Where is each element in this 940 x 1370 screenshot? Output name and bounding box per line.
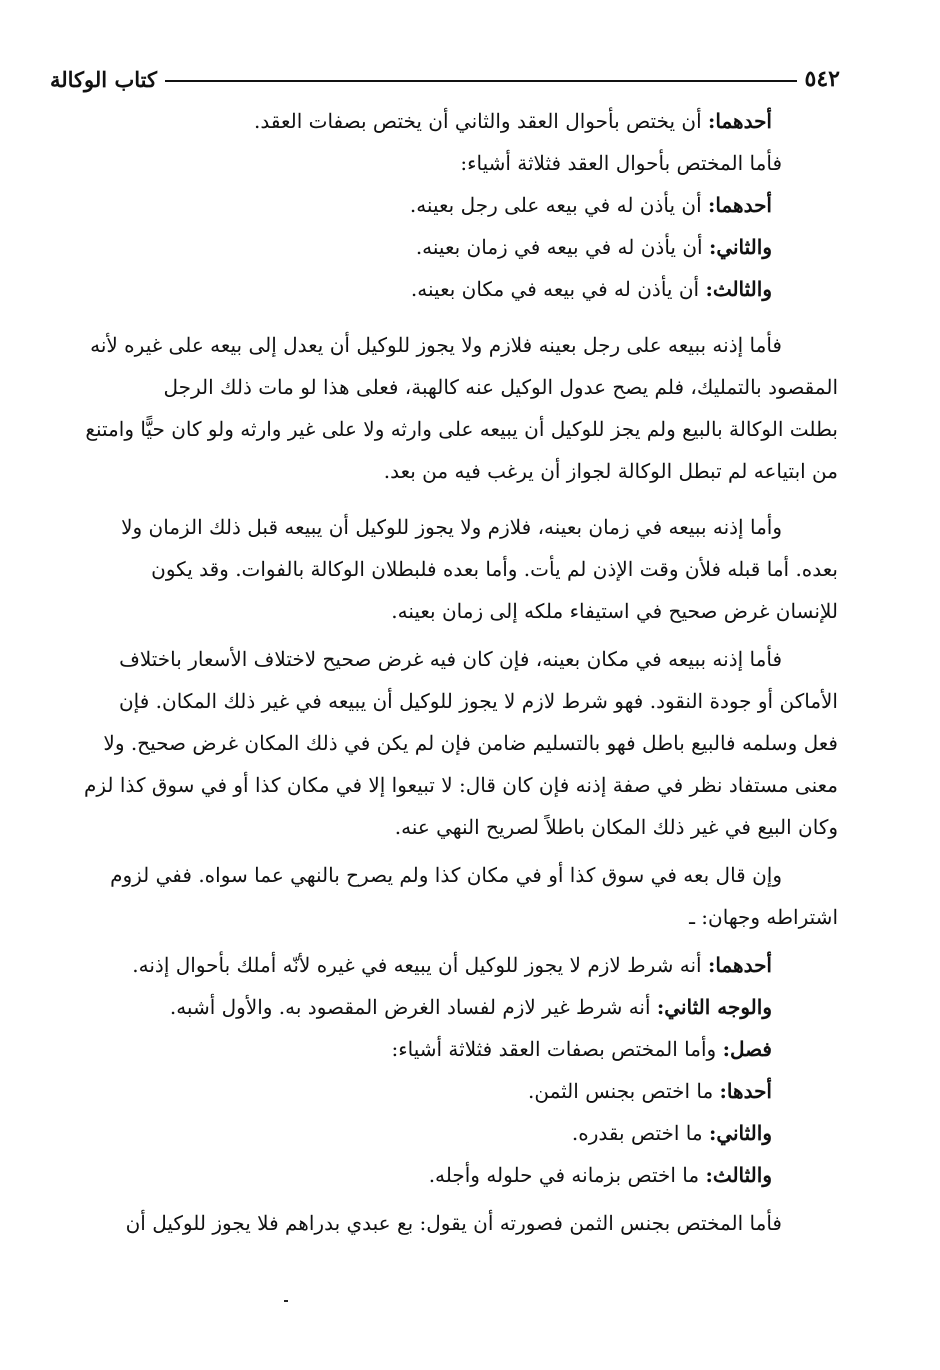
body-text: ما اختص بزمانه في حلوله وأجله. <box>428 1163 706 1187</box>
header-rule <box>165 80 797 82</box>
body-text: أن يختص بأحوال العقد والثاني أن يختص بصفات العقد. <box>254 109 708 133</box>
body-text: أن يأذن له في بيعه في زمان بعينه. <box>415 235 709 259</box>
body-text: وأما المختص بصفات العقد فثلاثة أشياء: <box>391 1037 723 1061</box>
paragraph <box>72 506 838 632</box>
term-label: أحدهما: <box>707 109 772 133</box>
body-text: أنه شرط غير لازم لفساد الغرض المقصود به. والأول أشبه. <box>169 995 657 1019</box>
term-label: والثالث: <box>705 1163 772 1187</box>
term-label: أحدهما: <box>707 193 772 217</box>
body-line <box>72 1070 838 1112</box>
body-line <box>72 1028 838 1070</box>
body-line <box>72 142 838 184</box>
term-label: والثاني: <box>708 1121 772 1145</box>
body-text: ما اختص بقدره. <box>571 1121 709 1145</box>
body-text: أن يأذن له في بيعه على رجل بعينه. <box>409 193 708 217</box>
term-label: والثالث: <box>705 277 772 301</box>
body-line: الأماكن أو جودة النقود. فهو شرط لازم لا يجوز للوكيل أن يبيعه في غير ذلك المكان. فإن <box>118 689 838 713</box>
body-text: فأما المختص بأحوال العقد فثلاثة أشياء: <box>460 151 782 175</box>
catchword-mark <box>284 1300 288 1302</box>
body-line <box>72 1154 838 1196</box>
body-line <box>72 1112 838 1154</box>
body-line <box>72 184 838 226</box>
body-line <box>72 100 838 142</box>
body-line: من ابتياعه لم تبطل الوكالة لجواز أن يرغب فيه من بعد. <box>383 459 838 483</box>
body-line: اشتراطه وجهان: ـ <box>689 905 838 929</box>
running-header <box>50 56 840 92</box>
page-body <box>72 100 838 1244</box>
paragraph <box>72 638 838 848</box>
body-line: معنى مستفاد نظر في صفة إذنه فإن كان قال: لا تبيعوا إلا في مكان كذا أو في سوق كذا لزم <box>84 773 838 797</box>
term-label: أحدها: <box>719 1079 772 1103</box>
body-text: أنه شرط لازم لا يجوز للوكيل أن يبيعه في غيره لأنّه أملك بأحوال إذنه. <box>132 953 708 977</box>
body-line: فأما المختص بجنس الثمن فصورته أن يقول: بع عبدي بدراهم فلا يجوز للوكيل أن <box>125 1211 782 1235</box>
paragraph <box>72 1202 838 1244</box>
body-line: وكان البيع في غير ذلك المكان باطلاً لصريح النهي عنه. <box>394 815 838 839</box>
body-line: فأما إذنه ببيعه في مكان بعينه، فإن كان فيه غرض صحيح لاختلاف الأسعار باختلاف <box>119 647 782 671</box>
body-line: وإن قال بعه في سوق كذا أو في مكان كذا ولم يصرح بالنهي عما سواه. ففي لزوم <box>110 863 782 887</box>
body-text: ما اختص بجنس الثمن. <box>528 1079 720 1103</box>
body-line: المقصود بالتمليك، فلم يصح عدول الوكيل عنه كالهبة، فعلى هذا لو مات ذلك الرجل <box>163 375 838 399</box>
term-label: والثاني: <box>708 235 772 259</box>
paragraph <box>72 944 838 1196</box>
body-line: للإنسان غرض صحيح في استيفاء ملكه إلى زمان بعينه. <box>391 599 838 623</box>
section-label: فصل: <box>722 1037 772 1061</box>
paragraph <box>72 854 838 938</box>
body-line <box>72 986 838 1028</box>
body-line <box>72 944 838 986</box>
body-line: بعده. أما قبله فلأن وقت الإذن لم يأت. وأما بعده فلبطلان الوكالة بالفوات. وقد يكون <box>151 557 838 581</box>
page-number: ٥٤٢ <box>804 66 840 92</box>
book-title: كتاب الوكالة <box>50 67 157 92</box>
body-line: وأما إذنه ببيعه في زمان بعينه، فلازم ولا يجوز للوكيل أن يبيعه قبل ذلك الزمان ولا <box>121 515 782 539</box>
body-line: فعل وسلمه فالبيع باطل فهو بالتسليم ضامن فإن لم يكن في ذلك المكان غرض صحيح. ولا <box>103 731 838 755</box>
paragraph <box>72 324 838 492</box>
term-label: أحدهما: <box>707 953 772 977</box>
body-line: فأما إذنه ببيعه على رجل بعينه فلازم ولا يجوز للوكيل أن يعدل إلى بيعه على غيره لأنه <box>90 333 782 357</box>
body-line: بطلت الوكالة بالبيع ولم يجز للوكيل أن يبيعه على وارثه ولا على غير وارثه ولو كان حيًّا وامتنع <box>85 417 838 441</box>
term-label: والوجه الثاني: <box>656 995 772 1019</box>
body-line <box>72 268 838 310</box>
body-text: أن يأذن له في بيعه في مكان بعينه. <box>410 277 706 301</box>
body-line <box>72 226 838 268</box>
